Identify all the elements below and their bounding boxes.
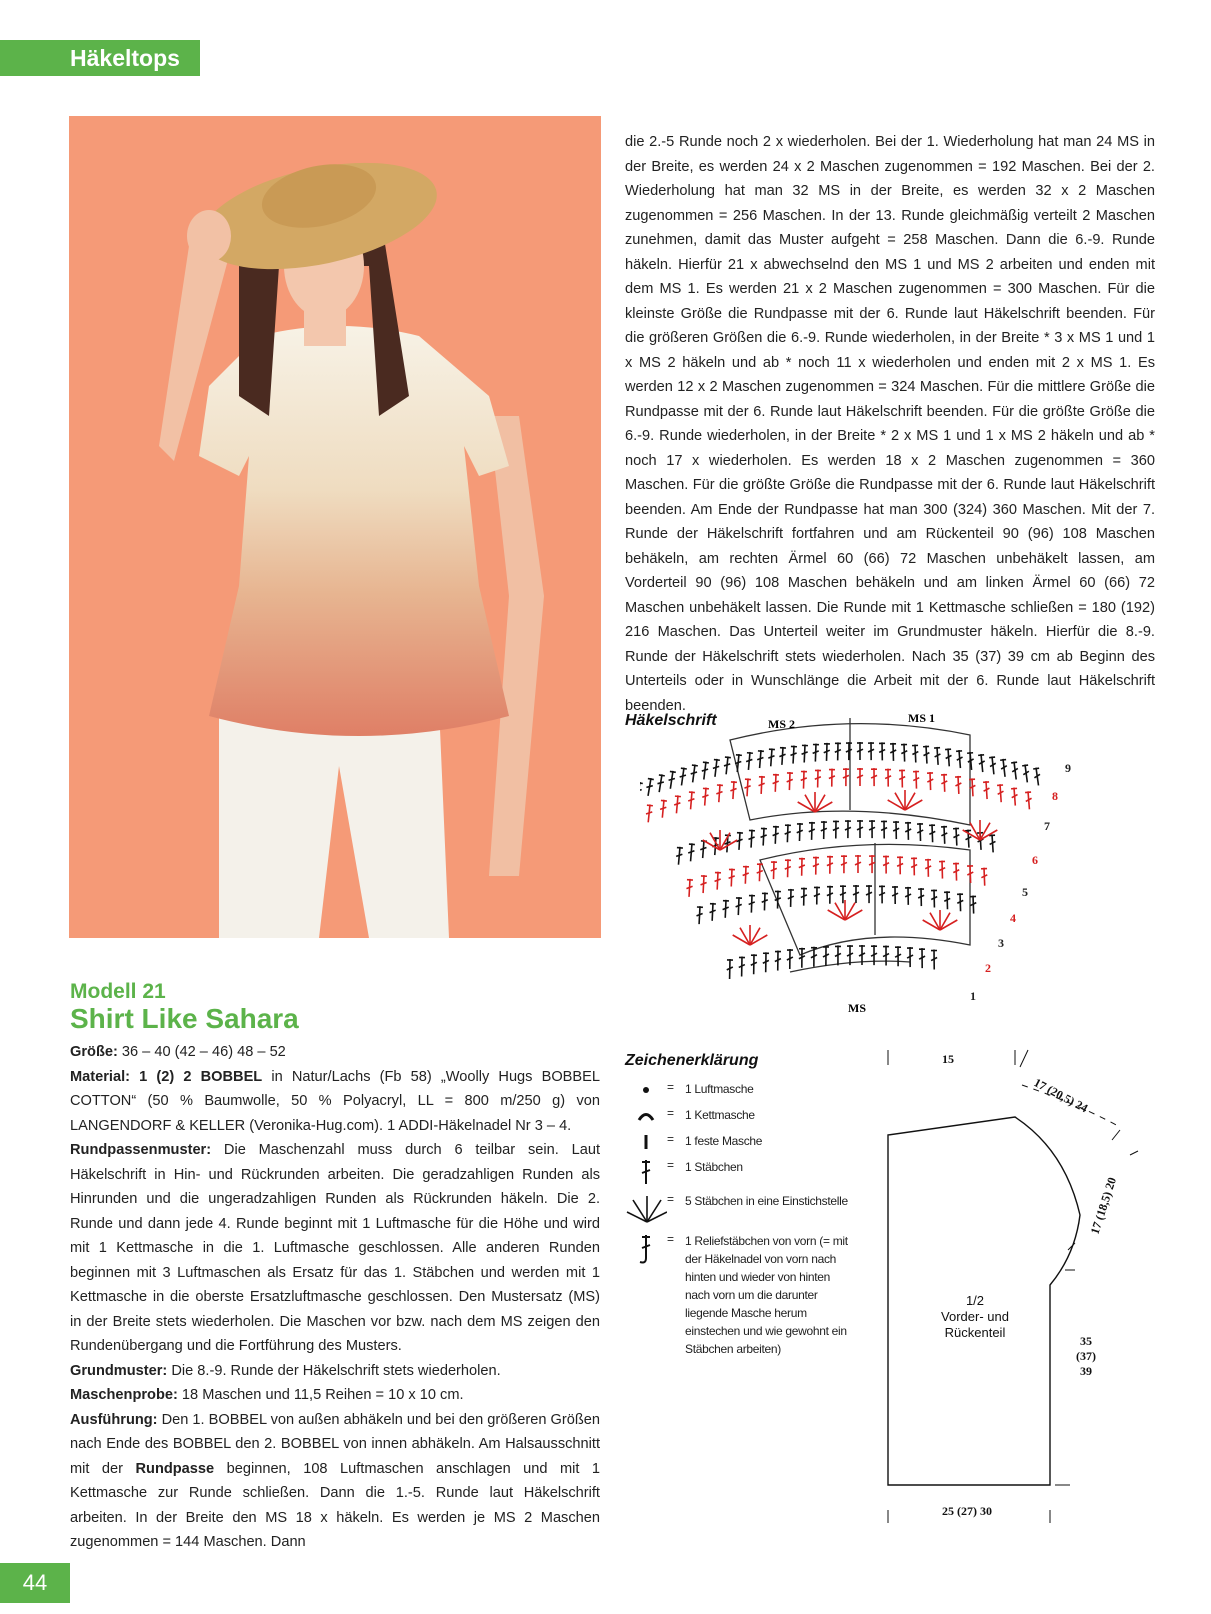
- section-header: Häkeltops: [0, 40, 200, 76]
- ms1-label: MS 1: [908, 711, 935, 725]
- arc-icon: [625, 1106, 667, 1126]
- model-photo: [69, 116, 601, 938]
- stitch-symbol: [821, 821, 827, 839]
- stitch-symbol: [835, 742, 841, 760]
- stitch-symbol: [790, 745, 797, 763]
- stitch-symbol: [871, 945, 877, 965]
- stitch-symbol: [927, 772, 934, 790]
- stitch-symbol: [656, 774, 665, 793]
- round-label-6: 6: [1032, 853, 1038, 867]
- stitch-symbol: [989, 834, 996, 852]
- stitch-symbol: [901, 743, 908, 761]
- bar-icon: [625, 1132, 667, 1152]
- stitch-symbol: [1025, 791, 1032, 809]
- stitch-symbol: [645, 804, 653, 823]
- stitch-symbol: [895, 946, 901, 966]
- material-label: Material: 1 (2) 2 BOBBEL: [70, 1068, 263, 1085]
- stitch-symbol: [679, 767, 687, 786]
- stitch-symbol: [799, 948, 805, 968]
- stitch-symbol: [701, 761, 709, 780]
- dot-icon: [625, 1080, 667, 1100]
- legend-item: = 1 Luftmasche: [625, 1080, 875, 1100]
- round-label-9: 9: [1065, 761, 1071, 775]
- piece-label-3: Rückenteil: [944, 1325, 1006, 1340]
- stitch-symbol: [857, 820, 863, 838]
- stitch-symbol: [925, 859, 931, 877]
- stitch-symbol: [892, 886, 898, 904]
- round-label-8: 8: [1052, 789, 1058, 803]
- stitch-symbol: [912, 744, 919, 762]
- stitch-symbol: [857, 768, 863, 786]
- stitch-symbol: [673, 795, 681, 813]
- stitch-symbol: [853, 885, 859, 903]
- stitch-symbol: [1000, 759, 1008, 778]
- stitch-symbol: [868, 742, 874, 760]
- legend-text: 1 Luftmasche: [685, 1082, 754, 1096]
- stitch-symbol: [1033, 767, 1041, 786]
- size-label: Größe:: [70, 1044, 118, 1060]
- stitch-symbol: [814, 886, 820, 904]
- legend-heading: Zeichenerklärung: [625, 1052, 759, 1069]
- stitch-symbol: [768, 748, 775, 766]
- stitch-symbol: [728, 868, 735, 886]
- stitch-symbol: [742, 866, 749, 884]
- stitch-symbol: [727, 959, 733, 979]
- stitch-symbol: [866, 885, 872, 903]
- instructions-continued: [625, 130, 1155, 718]
- stitch-symbol: [748, 895, 755, 913]
- stitch-symbol: [945, 748, 952, 766]
- yoke-pattern-text: Die Maschenzahl muss durch 6 teilbar sein. Laut Häkelschrift in Hin- und Rückrunden arbeiten. Die geradzahligen Runden als Hinrunden und die ungeradzahligen Runden als Rückrunden häkeln. Die 2. Runde und dann jede 4. Runde beginnt mit 1 Luftmasche für die Höhe und wird mit 1 Kettmasche in die 1. Luftmasche geschlossen. Alle anderen Runden beginnen mit 3 Luftmaschen als Ersatz für das 1. Stäbchen und werden mit 1 Kettmasche in die oberste Ersatzluftmasche geschlossen. Den Mustersatz (MS) in der Breite stets wiederholen. Die Maschen vor bzw. nach dem MS zeigen den Rundenübergang und die Fortführung des Musters.: [70, 1142, 600, 1354]
- stitch-symbol: [905, 887, 911, 905]
- stitch-symbol: [1011, 787, 1018, 805]
- stitch-symbol: [941, 774, 948, 792]
- stitch-symbol: [989, 756, 997, 775]
- stitch-symbol: [801, 771, 807, 789]
- piece-label-1: 1/2: [965, 1293, 985, 1308]
- legend-item: = 1 Kettmasche: [625, 1106, 875, 1126]
- round-label-4: 4: [1010, 911, 1016, 925]
- stitch-symbol: [941, 826, 948, 844]
- stitch-symbol: [799, 858, 805, 876]
- material-paragraph: [70, 1065, 600, 1139]
- piece-label-2: Vorder- und: [941, 1309, 1009, 1324]
- stitch-symbol: [813, 857, 819, 875]
- round-label-1: 1: [970, 989, 976, 1003]
- fan-symbol: [798, 792, 833, 812]
- stitch-symbol: [939, 860, 945, 878]
- armhole-measure: 17 (18,5) 20: [1087, 1175, 1120, 1236]
- stitch-symbol: [760, 827, 767, 845]
- width-measure: 25 (27) 30: [942, 1504, 992, 1518]
- stitch-symbol: [899, 769, 905, 787]
- instructions: [70, 1040, 600, 1555]
- stitch-symbol: [997, 784, 1004, 802]
- stitch-symbol: [723, 756, 731, 775]
- fan-symbol: [888, 790, 923, 810]
- stitch-symbol: [735, 897, 742, 915]
- stitch-symbol: [835, 945, 841, 965]
- crochet-chart: [640, 700, 1110, 1030]
- base-pattern-text: Die 8.-9. Runde der Häkelschrift stets wiederholen.: [167, 1362, 501, 1379]
- legend-text: 1 Kettmasche: [685, 1108, 755, 1122]
- execution-paragraph: [70, 1408, 600, 1555]
- stitch-symbol: [744, 778, 751, 796]
- yoke-pattern-paragraph: [70, 1138, 600, 1359]
- legend-item: = 1 feste Masche: [625, 1132, 875, 1152]
- stitch-symbol: [953, 863, 960, 881]
- stitch-symbol: [739, 956, 745, 976]
- stitch-symbol: [883, 946, 889, 966]
- fpdc-icon: [625, 1232, 667, 1266]
- fan-symbol: [828, 900, 863, 920]
- stitch-symbol: [788, 889, 794, 907]
- stitch-symbol: [893, 821, 899, 839]
- stitch-symbol: [801, 744, 808, 762]
- stitch-symbol: [846, 742, 852, 760]
- execution-label: Ausführung:: [70, 1411, 158, 1428]
- round-label-3: 3: [998, 936, 1004, 950]
- stitch-symbol: [871, 768, 877, 786]
- stitch-symbol: [763, 952, 769, 972]
- round-label-7: 7: [1044, 819, 1050, 833]
- stitch-symbol: [917, 823, 924, 841]
- fan-symbol: [733, 925, 768, 945]
- stitch-symbol: [772, 826, 779, 844]
- stitch-symbol: [885, 769, 891, 787]
- stitch-symbol: [905, 822, 911, 840]
- stitch-symbol: [897, 856, 903, 874]
- ms-label: MS: [848, 1001, 866, 1015]
- stitch-symbol: [967, 752, 975, 770]
- stitch-symbol: [956, 750, 963, 768]
- stitch-symbol: [823, 946, 829, 966]
- execution-text: Den 1. BOBBEL von außen abhäkeln und bei den größeren Größen nach Ende des BOBBEL den 2. BOBBEL von innen abhäkeln. Am Halsausschnitt mit der: [70, 1411, 600, 1477]
- stitch-symbol: [712, 759, 720, 778]
- stitch-symbol: [714, 872, 721, 890]
- stitch-symbol: [855, 855, 861, 873]
- stitch-symbol: [869, 855, 875, 873]
- gauge-text: 18 Maschen und 11,5 Reihen = 10 x 10 cm.: [177, 1387, 464, 1403]
- legend-item: = 1 Reliefstäbchen von vorn (= mit der Häkelnadel von vorn nach hinten und wieder von hinten nach vorn um die darunter liegende Masche herum einstechen und wie gewohnt ein Stäbchen arbeiten): [625, 1232, 875, 1358]
- fan-icon: [625, 1192, 667, 1226]
- stitch-symbol: [879, 885, 885, 903]
- stitch-symbol: [983, 781, 990, 799]
- stitch-symbol: [748, 829, 755, 847]
- stitch-symbol: [761, 892, 768, 910]
- stitch-symbol: [883, 856, 889, 874]
- round-label-2: 2: [985, 961, 991, 975]
- stitch-symbol: [967, 865, 974, 883]
- stitch-symbol: [907, 947, 913, 967]
- stitch-symbol: [758, 776, 765, 794]
- stitch-symbol: [809, 822, 815, 840]
- stitch-symbol: [757, 750, 764, 768]
- round-label-5: 5: [1022, 885, 1028, 899]
- stitch-symbol: [786, 772, 793, 790]
- fan-symbol: [923, 910, 958, 930]
- stitch-symbol: [796, 823, 803, 841]
- legend-item: = 1 Stäbchen: [625, 1158, 875, 1186]
- stitch-symbol: [944, 891, 950, 909]
- stitch-symbol: [869, 820, 875, 838]
- stitch-symbol: [931, 889, 937, 907]
- stitch-symbol: [690, 764, 698, 783]
- stitch-symbol: [659, 799, 667, 817]
- legend-item: = 5 Stäbchen in eine Einstichstelle: [625, 1192, 875, 1226]
- stitch-symbol: [700, 875, 707, 893]
- material-text: in Natur/Lachs (Fb 58) „Woolly Hugs BOBBEL COTTON“ (50 % Baumwolle, 50 % Polyacryl, LL = 800 m/250 g) von LANGENDORF & KELLER (Veronika-Hug.com). 1 ADDI-Häkelnadel Nr 3 – 4.: [70, 1068, 601, 1134]
- stitch-symbol: [775, 951, 781, 971]
- shoulder-measure: 15: [942, 1052, 954, 1066]
- stitch-symbol: [745, 752, 753, 770]
- stitch-symbol: [787, 949, 793, 969]
- execution-text-2: beginnen, 108 Luftmaschen anschlagen und mit 1 Kettmasche zur Runde schließen. Dann die 1.-5. Runde laut Häkelschrift arbeiten. In der Breite den MS 18 x häkeln. Es werden je MS 2 Maschen zugenommen = 144 Maschen. Dann: [70, 1460, 600, 1550]
- stitch-symbol: [734, 754, 742, 772]
- stitch-symbol: [827, 856, 833, 874]
- dc-icon: [625, 1158, 667, 1186]
- stitch-symbol: [812, 743, 819, 761]
- ms2-label: MS 2: [768, 717, 795, 731]
- stitch-symbol: [911, 857, 917, 875]
- stitch-symbol: [919, 948, 925, 968]
- stitch-symbol: [772, 774, 779, 792]
- base-pattern-paragraph: [70, 1359, 600, 1384]
- stitch-symbol: [981, 868, 988, 886]
- length-measure-a: 35: [1080, 1334, 1092, 1348]
- stitch-symbol: [686, 879, 693, 897]
- stitch-symbol: [827, 886, 833, 904]
- model-title: Shirt Like Sahara: [70, 1003, 299, 1034]
- stitch-symbol: [841, 855, 847, 873]
- stitch-symbol: [931, 949, 937, 969]
- stitch-symbol: [784, 824, 791, 842]
- legend-text: 5 Stäbchen in eine Einstichstelle: [685, 1194, 848, 1208]
- stitch-symbol: [640, 781, 643, 800]
- stitch-symbol: [978, 754, 986, 772]
- length-measure-c: 39: [1080, 1364, 1092, 1378]
- stitch-symbol: [645, 778, 654, 797]
- stitch-symbol: [913, 771, 919, 789]
- yoke-label: Rundpasse: [135, 1460, 215, 1477]
- chart-heading: Häkelschrift: [625, 712, 717, 729]
- stitch-symbol: [845, 820, 851, 838]
- stitch-symbol: [1022, 764, 1030, 783]
- stitch-symbol: [890, 743, 896, 761]
- stitch-symbol: [957, 893, 964, 911]
- gauge-label: Maschenprobe:: [70, 1387, 178, 1403]
- stitch-symbol: [815, 769, 821, 787]
- stitch-symbol: [801, 888, 807, 906]
- stitch-symbol: [696, 906, 703, 924]
- legend-text: 1 feste Masche: [685, 1134, 763, 1148]
- stitch-symbol: [879, 742, 885, 760]
- yoke-pattern-label: Rundpassenmuster:: [70, 1142, 212, 1158]
- stitch-symbol: [722, 900, 729, 918]
- instructions-continued-text: die 2.-5 Runde noch 2 x wiederholen. Bei der 1. Wiederholung hat man 24 MS in der Breite, es werden 24 x 2 Maschen zugenommen = 192 Maschen. Bei der 2. Wiederholung hat man 32 MS in der Breite, es werden 32 x 2 Maschen zugenommen = 256 Maschen. In der 13. Runde gleichmäßig verteilt 2 Maschen zunehmen, damit das Muster aufgeht = 258 Maschen. Dann die 6.-9. Runde häkeln. Hierfür 21 x abwechselnd den MS 1 und MS 2 arbeiten und enden mit dem MS 1. Es werden 21 x 2 Maschen zugenommen = 300 Maschen. Für die kleinste Größe die Rundpasse mit der 6. Runde laut Häkelschrift beenden. Für die größeren Größen die 6.-9. Runde wiederholen, in der Breite * 3 x MS 1 und 1 x MS 2 häkeln und ab * noch 11 x wiederholen und enden mit 2 x MS 1. Es werden 12 x 2 Maschen zugenommen = 324 Maschen. Für die mittlere Größe die Rundpasse mit der 6. Runde laut Häkelschrift beenden. Für die größte Größe die 6.-9. Runde wiederholen, in der Breite * 2 x MS 1 und 1 x MS 2 häkeln und ab * noch 17 x wiederholen. Es werden 18 x 2 Maschen zugenommen = 360 Maschen. Für die größte Größe die Rundpasse mit der 6. Runde laut Häkelschrift beenden. Am Ende der Rundpasse hat man 300 (324) 360 Maschen. Mit der 7. Runde der Häkelschrift fortfahren und am Rückenteil 90 (96) 108 Maschen behäkeln, am rechten Ärmel 60 (66) 72 Maschen unbehäkelt lassen, am Vorderteil 90 (96) 108 Maschen behäkeln und am linken Ärmel 60 (66) 72 Maschen unbehäkelt lassen. Die Runde mit 1 Kettmasche schließen = 180 (192) 216 Maschen. Das Unterteil weiter im Grundmuster häkeln. Hierfür die 8.-9. Runde der Häkelschrift stets wiederholen. Nach 35 (37) 39 cm ab Beginn des Unterteils oder in Wunschlänge die Arbeit mit der 6. Runde laut Häkelschrift beenden.: [625, 134, 1155, 714]
- stitch-symbol: [929, 824, 936, 842]
- size-paragraph: [70, 1040, 600, 1065]
- legend-text: 1 Reliefstäbchen von vorn (= mit der Häkelnadel von vorn nach hinten und wieder von hinten nach vorn um die darunter liegende Masche herum einstechen und wie gewohnt ein Stäbchen arbeiten): [685, 1234, 848, 1356]
- length-measure-b: (37): [1076, 1349, 1096, 1363]
- stitch-symbol: [857, 742, 863, 760]
- stitch-symbol: [785, 859, 791, 877]
- stitch-symbol: [751, 954, 757, 974]
- stitch-symbol: [829, 769, 835, 787]
- stitch-symbol: [824, 743, 830, 761]
- gauge-paragraph: [70, 1383, 600, 1408]
- stitch-symbol: [716, 784, 723, 802]
- size-text: 36 – 40 (42 – 46) 48 – 52: [117, 1044, 286, 1060]
- base-pattern-label: Grundmuster:: [70, 1362, 168, 1379]
- stitch-symbol: [667, 770, 676, 789]
- fan-symbol: [703, 830, 738, 850]
- stitch-symbol: [923, 745, 930, 763]
- model-number: Modell 21: [70, 980, 166, 1003]
- stitch-symbol: [675, 847, 683, 865]
- legend-text: 1 Stäbchen: [685, 1160, 743, 1174]
- stitch-symbol: [779, 747, 786, 765]
- stitch-symbol: [709, 903, 716, 921]
- stitch-symbol: [730, 781, 737, 799]
- stitch-symbol: [843, 768, 849, 786]
- stitch-symbol: [688, 791, 695, 809]
- stitch-symbol: [833, 820, 839, 838]
- stitch-symbol: [934, 747, 941, 765]
- neck-measure: 17 (20,5) 24: [1031, 1075, 1091, 1116]
- stitch-symbol: [953, 827, 960, 845]
- stitch-symbol: [881, 820, 887, 838]
- page-number: 44: [0, 1563, 70, 1603]
- stitch-symbol: [970, 895, 977, 913]
- stitch-symbol: [688, 843, 695, 861]
- stitch-symbol: [1011, 761, 1019, 780]
- stitch-symbol: [771, 861, 777, 879]
- stitch-symbol: [955, 776, 962, 794]
- size-schematic: [880, 1045, 1180, 1525]
- stitch-symbol: [702, 787, 709, 805]
- stitch-symbol: [918, 888, 924, 906]
- legend: [625, 1080, 875, 1364]
